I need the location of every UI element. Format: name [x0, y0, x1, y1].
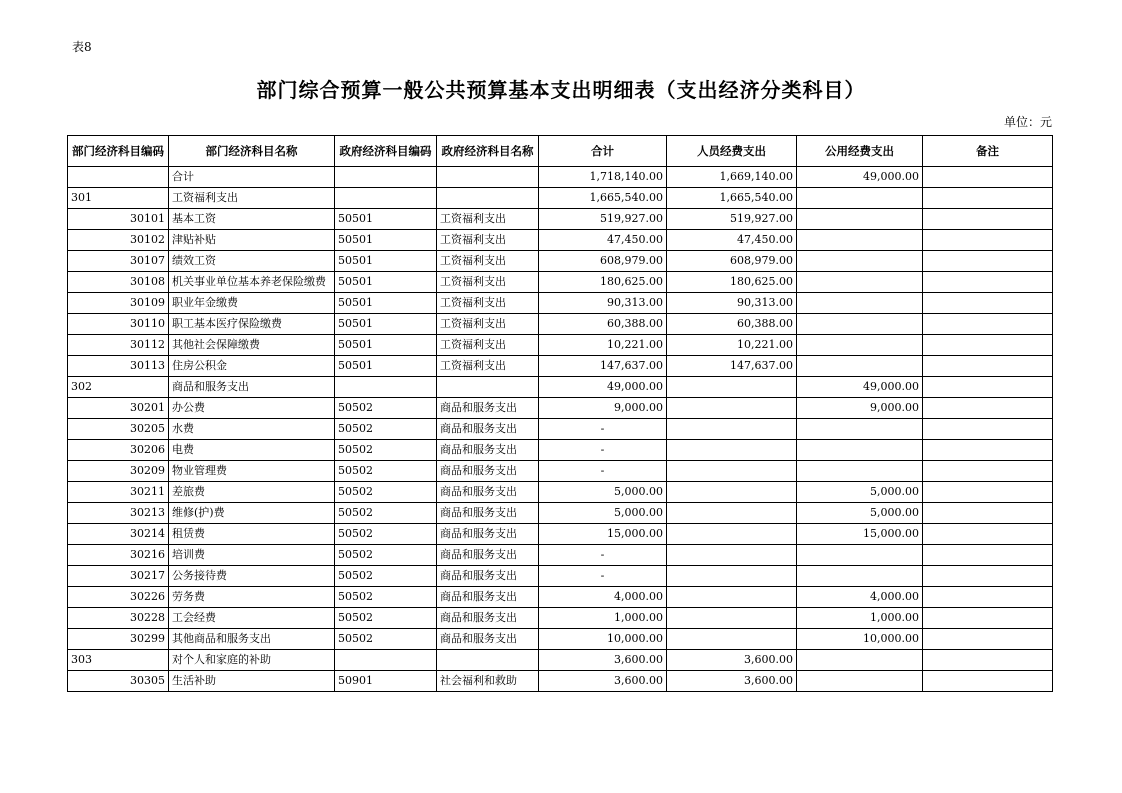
cell-dept-name: 对个人和家庭的补助 — [169, 650, 335, 671]
cell-public — [797, 188, 923, 209]
cell-dept-code: 30217 — [68, 566, 169, 587]
cell-gov-code — [335, 188, 437, 209]
cell-gov-name: 工资福利支出 — [437, 335, 539, 356]
cell-note — [923, 377, 1053, 398]
cell-public — [797, 209, 923, 230]
cell-dept-code: 303 — [68, 650, 169, 671]
cell-personnel — [667, 482, 797, 503]
table-row — [68, 167, 1053, 188]
cell-gov-code: 50502 — [335, 566, 437, 587]
cell-note — [923, 398, 1053, 419]
cell-dept-name: 劳务费 — [169, 587, 335, 608]
table-row — [68, 188, 1053, 209]
table-row — [68, 377, 1053, 398]
cell-personnel — [667, 629, 797, 650]
cell-total: 147,637.00 — [539, 356, 667, 377]
cell-dept-name: 水费 — [169, 419, 335, 440]
cell-gov-name: 社会福利和救助 — [437, 671, 539, 692]
cell-gov-code: 50502 — [335, 608, 437, 629]
cell-note — [923, 335, 1053, 356]
cell-note — [923, 545, 1053, 566]
cell-public — [797, 419, 923, 440]
cell-note — [923, 650, 1053, 671]
cell-gov-name: 工资福利支出 — [437, 293, 539, 314]
cell-dept-name: 办公费 — [169, 398, 335, 419]
cell-note — [923, 608, 1053, 629]
cell-dept-name: 公务接待费 — [169, 566, 335, 587]
cell-personnel — [667, 566, 797, 587]
cell-total: 9,000.00 — [539, 398, 667, 419]
cell-total: 15,000.00 — [539, 524, 667, 545]
cell-total: 608,979.00 — [539, 251, 667, 272]
cell-dept-name: 职业年金缴费 — [169, 293, 335, 314]
cell-public: 49,000.00 — [797, 167, 923, 188]
col-header-public: 公用经费支出 — [797, 136, 923, 167]
cell-total: - — [539, 545, 667, 566]
table-row — [68, 419, 1053, 440]
cell-dept-code: 30299 — [68, 629, 169, 650]
cell-dept-code: 30226 — [68, 587, 169, 608]
cell-gov-name: 商品和服务支出 — [437, 629, 539, 650]
table-row — [68, 335, 1053, 356]
cell-dept-name: 差旅费 — [169, 482, 335, 503]
cell-gov-name: 工资福利支出 — [437, 230, 539, 251]
cell-dept-name: 绩效工资 — [169, 251, 335, 272]
cell-note — [923, 524, 1053, 545]
cell-public: 5,000.00 — [797, 503, 923, 524]
table-row — [68, 545, 1053, 566]
cell-personnel: 90,313.00 — [667, 293, 797, 314]
cell-gov-code: 50502 — [335, 482, 437, 503]
cell-personnel: 47,450.00 — [667, 230, 797, 251]
cell-public — [797, 650, 923, 671]
cell-personnel — [667, 503, 797, 524]
cell-personnel — [667, 545, 797, 566]
cell-gov-name: 商品和服务支出 — [437, 503, 539, 524]
cell-gov-code: 50501 — [335, 335, 437, 356]
table-body — [68, 167, 1053, 692]
cell-public: 1,000.00 — [797, 608, 923, 629]
table-row — [68, 440, 1053, 461]
cell-gov-name: 工资福利支出 — [437, 356, 539, 377]
cell-gov-name: 商品和服务支出 — [437, 398, 539, 419]
cell-dept-name: 租赁费 — [169, 524, 335, 545]
table-row — [68, 524, 1053, 545]
table-row — [68, 230, 1053, 251]
table-row — [68, 356, 1053, 377]
cell-gov-code: 50501 — [335, 209, 437, 230]
cell-dept-code: 30216 — [68, 545, 169, 566]
cell-dept-name: 电费 — [169, 440, 335, 461]
cell-gov-name: 商品和服务支出 — [437, 461, 539, 482]
cell-dept-code — [68, 167, 169, 188]
cell-total: 3,600.00 — [539, 671, 667, 692]
cell-note — [923, 209, 1053, 230]
cell-public — [797, 461, 923, 482]
cell-dept-name: 职工基本医疗保险缴费 — [169, 314, 335, 335]
cell-total: 10,000.00 — [539, 629, 667, 650]
cell-dept-code: 30110 — [68, 314, 169, 335]
cell-dept-code: 30228 — [68, 608, 169, 629]
cell-gov-code — [335, 650, 437, 671]
cell-note — [923, 188, 1053, 209]
cell-personnel: 3,600.00 — [667, 671, 797, 692]
cell-personnel: 1,665,540.00 — [667, 188, 797, 209]
cell-total: 60,388.00 — [539, 314, 667, 335]
cell-gov-code: 50502 — [335, 629, 437, 650]
cell-personnel: 10,221.00 — [667, 335, 797, 356]
cell-dept-name: 维修(护)费 — [169, 503, 335, 524]
cell-note — [923, 461, 1053, 482]
header-row — [68, 136, 1053, 167]
cell-dept-code: 30113 — [68, 356, 169, 377]
cell-dept-code: 30102 — [68, 230, 169, 251]
col-header-gov-code: 政府经济科目编码 — [335, 136, 437, 167]
cell-note — [923, 440, 1053, 461]
cell-public: 10,000.00 — [797, 629, 923, 650]
cell-dept-name: 住房公积金 — [169, 356, 335, 377]
cell-public: 49,000.00 — [797, 377, 923, 398]
cell-dept-code: 30211 — [68, 482, 169, 503]
table-row — [68, 566, 1053, 587]
cell-public: 4,000.00 — [797, 587, 923, 608]
cell-public: 9,000.00 — [797, 398, 923, 419]
cell-total: 1,000.00 — [539, 608, 667, 629]
cell-note — [923, 503, 1053, 524]
cell-total: 5,000.00 — [539, 482, 667, 503]
cell-gov-code: 50501 — [335, 272, 437, 293]
cell-note — [923, 419, 1053, 440]
cell-total: - — [539, 419, 667, 440]
cell-personnel — [667, 587, 797, 608]
cell-gov-code: 50501 — [335, 293, 437, 314]
cell-note — [923, 629, 1053, 650]
cell-total: - — [539, 461, 667, 482]
cell-public — [797, 545, 923, 566]
cell-gov-code: 50502 — [335, 440, 437, 461]
cell-dept-code: 30108 — [68, 272, 169, 293]
col-header-gov-name: 政府经济科目名称 — [437, 136, 539, 167]
cell-personnel — [667, 419, 797, 440]
table-row — [68, 209, 1053, 230]
cell-dept-code: 302 — [68, 377, 169, 398]
cell-gov-name — [437, 377, 539, 398]
cell-total: 180,625.00 — [539, 272, 667, 293]
cell-gov-code: 50502 — [335, 545, 437, 566]
table-row — [68, 293, 1053, 314]
cell-total: 4,000.00 — [539, 587, 667, 608]
cell-personnel: 147,637.00 — [667, 356, 797, 377]
cell-gov-name: 工资福利支出 — [437, 251, 539, 272]
col-header-dept-code: 部门经济科目编码 — [68, 136, 169, 167]
cell-dept-code: 30209 — [68, 461, 169, 482]
cell-total: 90,313.00 — [539, 293, 667, 314]
cell-total: - — [539, 566, 667, 587]
cell-gov-name: 商品和服务支出 — [437, 419, 539, 440]
cell-dept-code: 30206 — [68, 440, 169, 461]
cell-dept-name: 工资福利支出 — [169, 188, 335, 209]
cell-total: 10,221.00 — [539, 335, 667, 356]
cell-public: 15,000.00 — [797, 524, 923, 545]
table-row — [68, 482, 1053, 503]
cell-total: 47,450.00 — [539, 230, 667, 251]
cell-gov-name: 工资福利支出 — [437, 314, 539, 335]
cell-personnel — [667, 440, 797, 461]
cell-gov-code: 50502 — [335, 524, 437, 545]
cell-dept-code: 30205 — [68, 419, 169, 440]
cell-note — [923, 356, 1053, 377]
table-row — [68, 650, 1053, 671]
cell-gov-code: 50501 — [335, 314, 437, 335]
cell-total: - — [539, 440, 667, 461]
cell-personnel — [667, 377, 797, 398]
cell-gov-code: 50901 — [335, 671, 437, 692]
table-row — [68, 629, 1053, 650]
cell-public — [797, 272, 923, 293]
cell-gov-name: 商品和服务支出 — [437, 482, 539, 503]
cell-total: 1,665,540.00 — [539, 188, 667, 209]
cell-personnel: 60,388.00 — [667, 314, 797, 335]
cell-dept-name: 津贴补贴 — [169, 230, 335, 251]
cell-personnel: 1,669,140.00 — [667, 167, 797, 188]
cell-note — [923, 251, 1053, 272]
cell-note — [923, 587, 1053, 608]
cell-dept-name: 工会经费 — [169, 608, 335, 629]
cell-dept-code: 30112 — [68, 335, 169, 356]
unit-label: 单位：元 — [1003, 115, 1052, 129]
cell-public — [797, 356, 923, 377]
cell-gov-code — [335, 167, 437, 188]
cell-total: 3,600.00 — [539, 650, 667, 671]
cell-personnel — [667, 398, 797, 419]
col-header-note: 备注 — [923, 136, 1053, 167]
cell-personnel: 3,600.00 — [667, 650, 797, 671]
cell-gov-name: 商品和服务支出 — [437, 524, 539, 545]
table-row — [68, 251, 1053, 272]
cell-note — [923, 482, 1053, 503]
cell-personnel — [667, 608, 797, 629]
cell-dept-name: 其他社会保障缴费 — [169, 335, 335, 356]
cell-public — [797, 251, 923, 272]
cell-total: 1,718,140.00 — [539, 167, 667, 188]
cell-dept-name: 基本工资 — [169, 209, 335, 230]
table-row — [68, 503, 1053, 524]
cell-dept-name: 机关事业单位基本养老保险缴费 — [169, 272, 335, 293]
cell-personnel: 180,625.00 — [667, 272, 797, 293]
cell-gov-name: 商品和服务支出 — [437, 566, 539, 587]
table-row — [68, 398, 1053, 419]
cell-public — [797, 440, 923, 461]
cell-dept-name: 生活补助 — [169, 671, 335, 692]
cell-gov-code: 50501 — [335, 251, 437, 272]
cell-gov-name: 工资福利支出 — [437, 209, 539, 230]
cell-gov-name — [437, 188, 539, 209]
cell-gov-code: 50501 — [335, 356, 437, 377]
cell-dept-code: 30107 — [68, 251, 169, 272]
cell-note — [923, 230, 1053, 251]
cell-gov-name — [437, 650, 539, 671]
cell-personnel — [667, 524, 797, 545]
cell-gov-name — [437, 167, 539, 188]
cell-gov-code: 50502 — [335, 419, 437, 440]
cell-public — [797, 314, 923, 335]
cell-public: 5,000.00 — [797, 482, 923, 503]
table-row — [68, 587, 1053, 608]
cell-gov-name: 商品和服务支出 — [437, 587, 539, 608]
col-header-total: 合计 — [539, 136, 667, 167]
cell-dept-code: 30109 — [68, 293, 169, 314]
cell-public — [797, 230, 923, 251]
cell-dept-code: 30305 — [68, 671, 169, 692]
cell-public — [797, 335, 923, 356]
cell-note — [923, 314, 1053, 335]
cell-dept-code: 30101 — [68, 209, 169, 230]
table-row — [68, 671, 1053, 692]
cell-note — [923, 272, 1053, 293]
cell-total: 5,000.00 — [539, 503, 667, 524]
cell-personnel — [667, 461, 797, 482]
cell-note — [923, 293, 1053, 314]
cell-public — [797, 671, 923, 692]
cell-dept-code: 30201 — [68, 398, 169, 419]
cell-dept-name: 培训费 — [169, 545, 335, 566]
cell-total: 49,000.00 — [539, 377, 667, 398]
cell-note — [923, 566, 1053, 587]
cell-personnel: 608,979.00 — [667, 251, 797, 272]
cell-dept-name: 商品和服务支出 — [169, 377, 335, 398]
cell-gov-name: 工资福利支出 — [437, 272, 539, 293]
table-row — [68, 608, 1053, 629]
page-title: 部门综合预算一般公共预算基本支出明细表（支出经济分类科目） — [256, 78, 866, 102]
col-header-dept-name: 部门经济科目名称 — [169, 136, 335, 167]
cell-gov-name: 商品和服务支出 — [437, 545, 539, 566]
cell-dept-code: 30213 — [68, 503, 169, 524]
cell-total: 519,927.00 — [539, 209, 667, 230]
cell-gov-code — [335, 377, 437, 398]
budget-table — [67, 135, 1053, 692]
cell-note — [923, 167, 1053, 188]
cell-gov-code: 50502 — [335, 461, 437, 482]
cell-public — [797, 566, 923, 587]
cell-dept-name: 其他商品和服务支出 — [169, 629, 335, 650]
cell-gov-name: 商品和服务支出 — [437, 440, 539, 461]
cell-gov-name: 商品和服务支出 — [437, 608, 539, 629]
cell-dept-code: 301 — [68, 188, 169, 209]
table-row — [68, 461, 1053, 482]
table-row — [68, 314, 1053, 335]
cell-note — [923, 671, 1053, 692]
cell-gov-code: 50501 — [335, 230, 437, 251]
table-row — [68, 272, 1053, 293]
col-header-personnel: 人员经费支出 — [667, 136, 797, 167]
cell-gov-code: 50502 — [335, 587, 437, 608]
cell-personnel: 519,927.00 — [667, 209, 797, 230]
cell-dept-name: 合计 — [169, 167, 335, 188]
table-label: 表8 — [72, 40, 92, 54]
cell-public — [797, 293, 923, 314]
cell-gov-code: 50502 — [335, 503, 437, 524]
cell-dept-name: 物业管理费 — [169, 461, 335, 482]
cell-gov-code: 50502 — [335, 398, 437, 419]
cell-dept-code: 30214 — [68, 524, 169, 545]
